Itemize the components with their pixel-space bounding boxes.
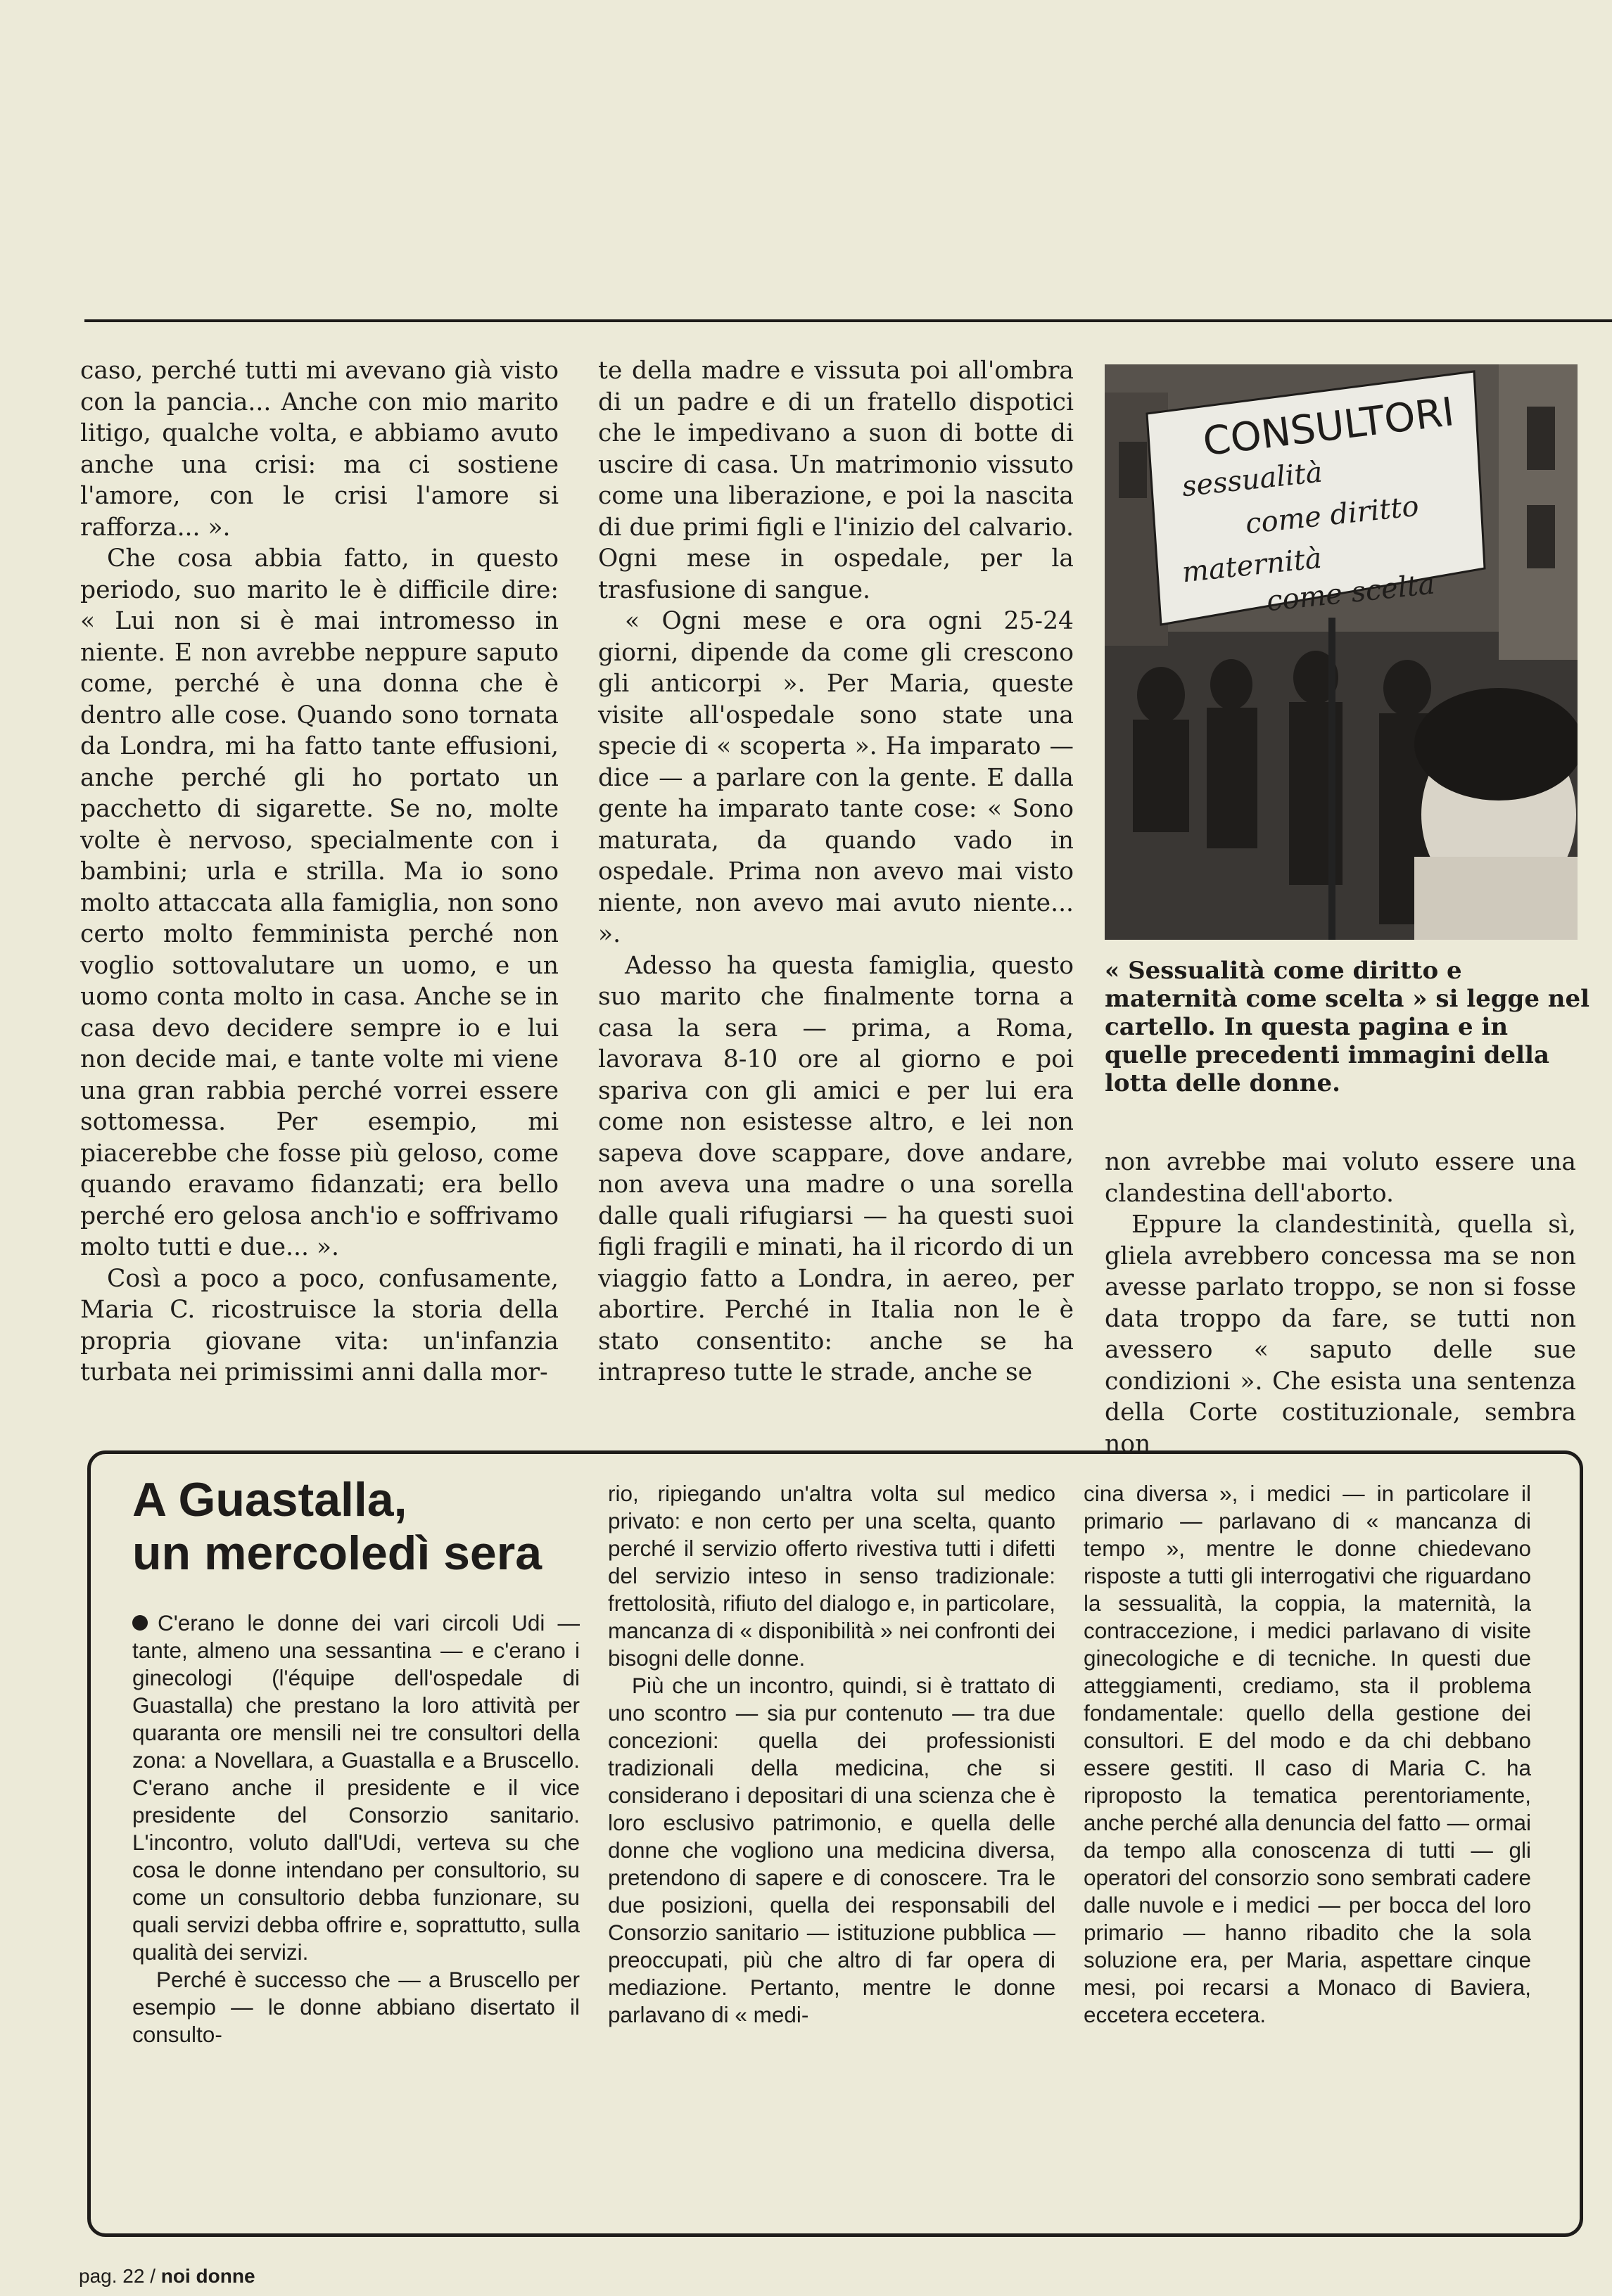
sidebar-paragraph: C'erano le donne dei vari circoli Udi — tante, almeno una sessantina — e c'erano i ginecologi (l'équipe dell'ospedale di Guastalla) che prestano la loro attività per quaranta ore mensili nei tre consultori della zona: a Novellara, a Guastalla e a Bruscello. C'erano anche il presidente e il vice presidente del Consorzio sanitario. L'incontro, voluto dall'Udi, verteva su che cosa le donne intendano per consultorio, su come un consultorio debba funzionare, su quali servizi debba offrire e, soprattutto, sulla qualità dei servizi.	[132, 1610, 580, 1965]
protest-photo-illustration	[1105, 364, 1578, 940]
article-paragraph: Che cosa abbia fatto, in questo periodo, suo marito le è difficile dire: « Lui non si è mai intromesso in niente. E non avrebbe neppure saputo come, perché è una donna che è dentro alle cose. Quando sono tornata da Londra, mi ha fatto tante effusioni, anche perché gli ho portato un pacchetto di sigarette. Se no, molte volte è nervoso, specialmente con i bambini; urla e strilla. Ma io sono molto attaccata alla famiglia, non sono certo molto femminista perché non voglio sottovalutare un uomo, e un uomo conta molto in casa. Anche se in casa devo decidere sempre io e lui non decide mai, e tante volte mi viene una gran rabbia perché vorrei essere sottomessa. Per esempio, mi piacerebbe che fosse più geloso, come quando eravamo fidanzati; era bello perché ero gelosa anch'io e soffrivamo molto tutti e due... ».	[80, 544, 559, 1261]
article-paragraph: Adesso ha questa famiglia, questo suo marito che finalmente torna a casa la sera — prima, a Roma, lavorava 8-10 ore al giorno e poi spariva con gli amici e per lui era come non esistesse altro, e lei non sapeva dove scappare, dove andare, non aveva una madre o una sorella dalle quali rifugiarsi — ha questi suoi figli fragili e minati, ha il ricordo di un viaggio fatto a Londra, in aereo, per abortire. Perché in Italia non le è stato consentito: anche se ha intrapreso tutte le strade, anche se	[598, 951, 1074, 1386]
page-footer	[79, 2265, 255, 2288]
sign-text-4: maternità	[1180, 542, 1324, 589]
sidebar-title	[132, 1473, 597, 1580]
sidebar-column-3	[1084, 1480, 1531, 2029]
sidebar-paragraph: cina diversa », i medici — in particolare il primario — parlavano di « mancanza di tempo », mentre le donne chiedevano risposte a tutti gli interrogativi che riguardano la sessualità, la coppia, la maternità, la contraccezione, i medici parlavano di visite ginecologiche e di tecniche. In questi due atteggiamenti, crediamo, sta il problema fondamentale: quello della gestione dei consultori. E del modo e da chi debbano essere gestiti. Il caso di Maria C. ha riproposto la tematica perentoriamente, anche perché alla denuncia del fatto — ormai da tempo alla conoscenza di tutti — gli operatori del consorzio sono sembrati cadere dalle nuvole e i medici — per bocca del loro primario — hanno ribadito che la sola soluzione era, per Maria, aspettare cinque mesi, poi recarsi a Monaco di Baviera, eccetera eccetera.	[1084, 1481, 1531, 2027]
article-paragraph: non avrebbe mai voluto essere una clandestina dell'aborto.	[1105, 1148, 1576, 1208]
sign-text-3: come diritto	[1243, 490, 1421, 541]
sidebar-paragraph: Perché è successo che — a Bruscello per esempio — le donne abbiano disertato il consulto-	[132, 1967, 580, 2047]
bullet-icon	[132, 1615, 148, 1631]
sidebar-column-2	[608, 1480, 1055, 2029]
sign-text-2: sessualità	[1180, 456, 1324, 504]
sidebar-title-line: A Guastalla,	[132, 1473, 407, 1526]
sidebar-title-line: un mercoledì sera	[132, 1526, 542, 1580]
article-paragraph: Eppure la clandestinità, quella sì, gliela avrebbero concessa ma se non avesse parlato troppo, se non si fosse data troppo da fare, se tutti non avessero « saputo delle sue condizioni ». Che esista una sentenza della Corte costituzionale, sembra non	[1105, 1211, 1576, 1458]
photo-caption: « Sessualità come diritto e maternità come scelta » si legge nel cartello. In questa pagina e in quelle precedenti immagini della lotta delle donne.	[1105, 957, 1590, 1097]
sidebar-paragraph: Più che un incontro, quindi, si è trattato di uno scontro — sia pur contenuto — tra due concezioni: quella dei professionisti tradizionali della medicina, che si considerano i depositari di una scienza che è loro esclusivo patrimonio, e quella delle donne che vogliono una medicina diversa, pretendono di sapere e di conoscere. Tra le due posizioni, quella dei responsabili del Consorzio sanitario — istituzione pubblica — preoccupati, più che altro di far opera di mediazione. Pertanto, mentre le donne parlavano di « medi-	[608, 1673, 1055, 2027]
protest-photo	[1105, 364, 1578, 940]
article-column-1	[80, 355, 559, 1389]
top-rule	[84, 319, 1612, 322]
magazine-brand: noi donne	[160, 2265, 255, 2287]
article-column-2	[598, 355, 1074, 1389]
article-paragraph: « Ogni mese e ora ogni 25-24 giorni, dipende da come gli crescono gli anticorpi ». Per Maria, queste visite all'ospedale sono state una specie di « scoperta ». Ha imparato — dice — a parlare con la gente. E dalla gente ha imparato tante cose: « Sono maturata, da quando vado in ospedale. Prima non avevo mai visto niente, non avevo mai avuto niente... ».	[598, 607, 1074, 948]
sidebar-column-1	[132, 1609, 580, 2048]
sign-text-5: come scelta	[1264, 568, 1437, 618]
article-paragraph: te della madre e vissuta poi all'ombra di un padre e di un fratello dispotici che le impedivano a suon di botte di uscire di casa. Un matrimonio vissuto come una liberazione, e poi la nascita di due primi figli e l'inizio del calvario. Ogni mese in ospedale, per la trasfusione di sangue.	[598, 357, 1074, 604]
page-number: pag. 22 /	[79, 2265, 156, 2287]
sidebar-paragraph: rio, ripiegando un'altra volta sul medico privato: e non certo per una scelta, quanto perché il servizio offerto rivestiva tutti i difetti del servizio inteso in senso tradizionale: frettolosità, rifiuto del dialogo e, in particolare, mancanza di « disponibilità » nei confronti dei bisogni delle donne.	[608, 1481, 1055, 1671]
article-column-3	[1105, 1147, 1576, 1460]
sign-text-1: CONSULTORI	[1200, 389, 1457, 466]
article-paragraph: Così a poco a poco, confusamente, Maria C. ricostruisce la storia della propria giovane vita: un'infanzia turbata nei primissimi anni dalla mor-	[80, 1264, 559, 1386]
article-paragraph: caso, perché tutti mi avevano già visto con la pancia... Anche con mio marito litigo, qualche volta, e abbiamo avuto anche una crisi: ma ci sostiene l'amore, con le crisi l'amore si rafforza... ».	[80, 357, 559, 542]
